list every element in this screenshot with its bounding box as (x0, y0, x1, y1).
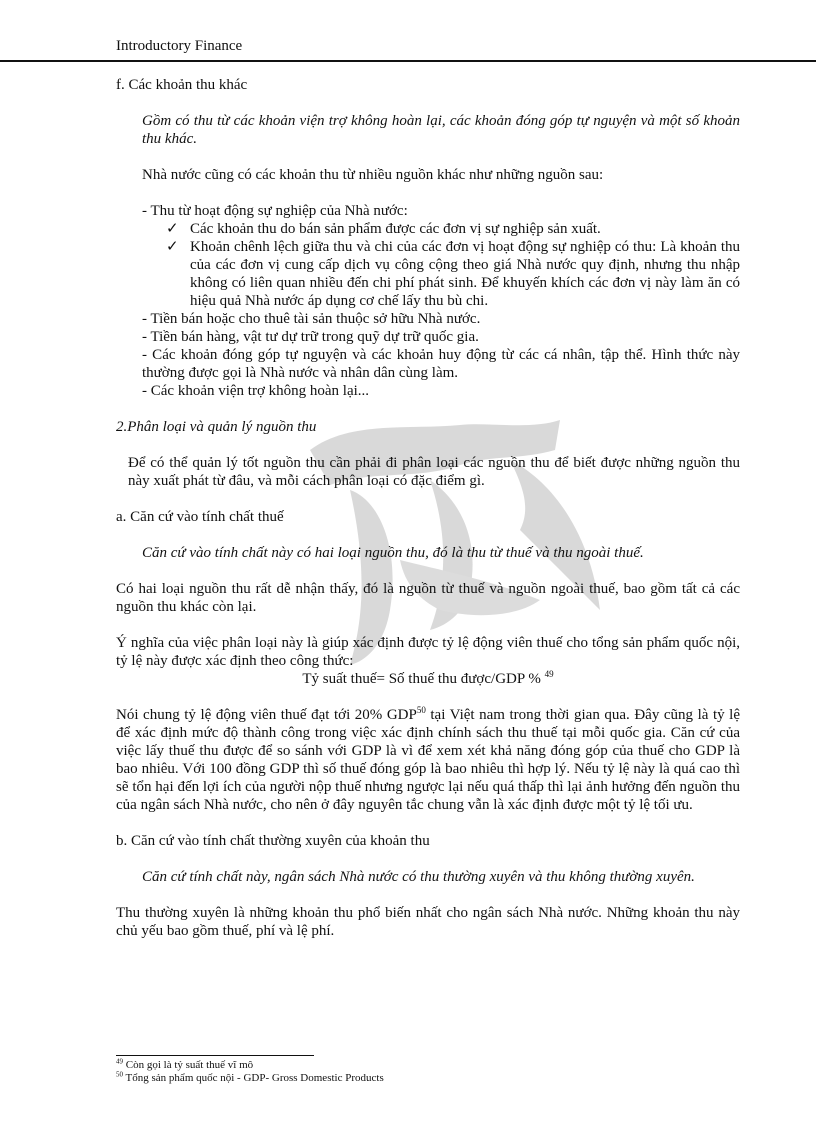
bullet-2: - Tiền bán hoặc cho thuê tài sản thuộc sở hữu Nhà nước. (142, 311, 481, 327)
section-a-para-1: Có hai loại nguồn thu rất dễ nhận thấy, đó là nguồn từ thuế và nguồn ngoài thuế, bao gồm tất cả các nguồn thu khác còn lại. (116, 581, 740, 615)
document-body (116, 76, 740, 940)
footnote-number: 49 (116, 1057, 123, 1066)
section-a-para-2: Ý nghĩa của việc phân loại này là giúp xác định được tỷ lệ động viên thuế cho tổng sản phẩm quốc nội, tỷ lệ này được xác định theo công thức: (116, 635, 740, 669)
check-item-1 (116, 220, 740, 238)
para-3-rest: tại Việt nam trong thời gian qua. Đây cũng là tỷ lệ để xác định mức độ thành công trong việc xác định chính sách thu thuế tại mỗi quốc gia. Căn cứ của việc lấy thuế thu được để so sánh với GDP là vì để xem xét khả năng đóng góp của thuế cho GDP là bao nhiêu. Với 100 đồng GDP thì số thuế đóng góp là bao nhiêu thì hợp lý. Nếu tỷ lệ này là quá cao thì sẽ tổn hại đến lợi ích của người nộp thuế nhưng ngược lại nếu quá thấp thì lại ảnh hưởng đến nguồn thu của ngân sách Nhà nước, cho nên ở đây nguyên tắc chung vẫn là xác định được một tỷ lệ tối ưu. (116, 707, 740, 813)
checkmark-icon: ✓ (166, 239, 179, 255)
footnote-ref-50[interactable]: 50 (416, 705, 426, 715)
section-b-para-1: Thu thường xuyên là những khoản thu phổ biến nhất cho ngân sách Nhà nước. Những khoản thu này chủ yếu bao gồm thuế, phí và lệ phí. (116, 905, 740, 939)
footnote-text: Còn gọi là tỷ suất thuế vĩ mô (123, 1059, 254, 1071)
bullet-3: - Tiền bán hàng, vật tư dự trữ trong quỹ dự trữ quốc gia. (142, 329, 479, 345)
checkmark-icon: ✓ (166, 221, 179, 237)
para-3-start: Nói chung tỷ lệ động viên thuế đạt tới 20% GDP (116, 707, 417, 723)
section-f-intro: Nhà nước cũng có các khoản thu từ nhiều nguồn khác như những nguồn sau: (142, 167, 604, 183)
tax-ratio-formula (116, 670, 740, 688)
footnote-49 (116, 1059, 384, 1072)
footnote-rule (116, 1055, 314, 1056)
check-item-1-text: Các khoản thu do bán sản phẩm được các đơn vị sự nghiệp sản xuất. (190, 221, 601, 237)
section-2-heading: 2.Phân loại và quản lý nguồn thu (116, 419, 317, 435)
section-b-heading: b. Căn cứ vào tính chất thường xuyên của khoản thu (116, 833, 430, 849)
footnote-ref-49[interactable]: 49 (544, 669, 554, 679)
bullet-4: - Các khoản đóng góp tự nguyện và các khoản huy động từ các cá nhân, tập thể. Hình thức này thường được gọi là Nhà nước và nhân dân cùng làm. (142, 347, 740, 381)
section-f-heading: f. Các khoản thu khác (116, 77, 248, 93)
header-rule (0, 60, 816, 62)
section-b-italic: Căn cứ tính chất này, ngân sách Nhà nước có thu thường xuyên và thu không thường xuyên. (142, 869, 695, 885)
section-a-heading: a. Căn cứ vào tính chất thuế (116, 509, 284, 525)
section-f-intro-italic: Gồm có thu từ các khoản viện trợ không hoàn lại, các khoản đóng góp tự nguyện và một số khoản thu khác. (142, 113, 740, 147)
footnote-50 (116, 1072, 384, 1085)
section-2-intro: Để có thể quản lý tốt nguồn thu cần phải đi phân loại các nguồn thu để biết được những nguồn thu này xuất phát từ đâu, và mỗi cách phân loại có đặc điểm gì. (128, 455, 740, 489)
footnote-number: 50 (116, 1070, 123, 1079)
formula-text: Tỷ suất thuế= Số thuế thu được/GDP % (302, 671, 541, 687)
bullet-1: - Thu từ hoạt động sự nghiệp của Nhà nước: (142, 203, 408, 219)
page-header-title: Introductory Finance (116, 38, 243, 54)
section-a-para-3 (116, 706, 740, 814)
bullet-5: - Các khoản viện trợ không hoàn lại... (142, 383, 370, 399)
section-a-italic: Căn cứ vào tính chất này có hai loại nguồn thu, đó là thu từ thuế và thu ngoài thuế. (142, 545, 644, 561)
check-item-2 (116, 238, 740, 310)
footnote-text: Tổng sản phẩm quốc nội - GDP- Gross Domestic Products (123, 1072, 384, 1084)
check-item-2-text: Khoản chênh lệch giữa thu và chi của các đơn vị hoạt động sự nghiệp có thu: Là khoản thu của các đơn vị cung cấp dịch vụ công cộng theo giá Nhà nước quy định, nhưng thu nhập không có liên quan nhiều đến chi phí phát sinh. Để khuyến khích các đơn vị này làm ăn có hiệu quả Nhà nước áp dụng cơ chế lấy thu bù chi. (190, 239, 740, 309)
footnotes (116, 1059, 384, 1085)
